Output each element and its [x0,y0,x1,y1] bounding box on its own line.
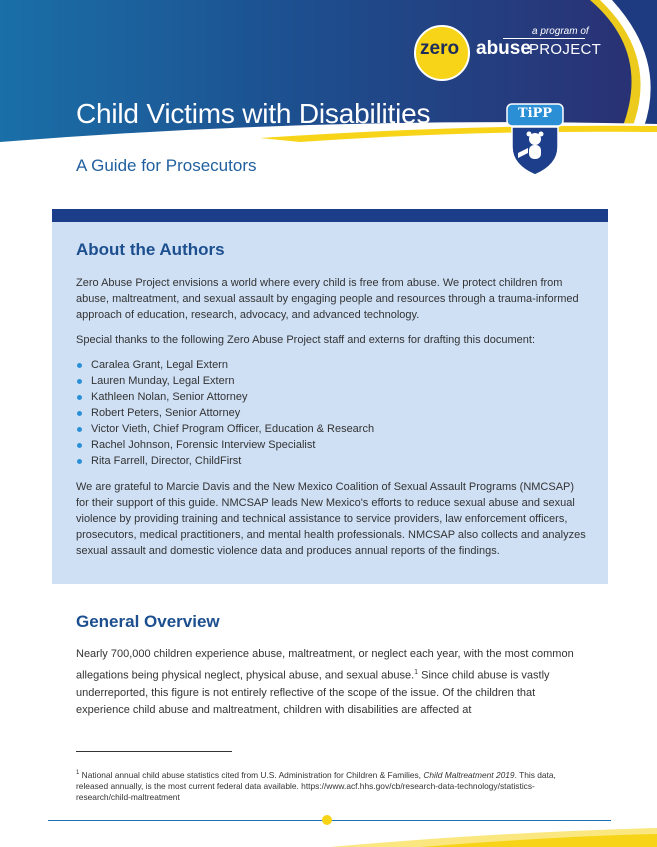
bullet-icon [77,459,82,464]
staff-name: Kathleen Nolan, Senior Attorney [91,391,248,403]
logo-project-text: PROJECT [529,41,602,58]
bottom-yellow-dot [322,815,332,825]
logo-zero-text: zero [420,38,460,59]
overview-text-after: Since child abuse is vastly underreported, this figure is not entirely reflective of the scope of the issue. Of the children that experience child abuse and maltreatment, children with disabilities are affected at [76,669,550,717]
list-item [76,357,374,373]
staff-name: Caralea Grant, Legal Extern [91,359,228,371]
list-item [76,437,374,453]
staff-list [76,357,374,469]
about-authors-heading: About the Authors [76,240,225,259]
staff-name: Victor Vieth, Chief Program Officer, Education & Research [91,423,375,435]
list-item [76,453,374,469]
overview-text-before: Nearly 700,000 children experience abuse, maltreatment, or neglect each year, with the most common allegations being physical neglect, physical abuse, and sexual abuse. [76,648,574,682]
about-paragraph-thanks: Special thanks to the following Zero Abuse Project staff and externs for drafting this document: [76,334,535,346]
bullet-icon [77,395,82,400]
list-item [76,389,374,405]
bottom-swoosh-decoration [0,826,657,847]
staff-name: Lauren Munday, Legal Extern [91,375,235,387]
logo-abuse-text: abuse [476,38,531,59]
footnote-text-after[interactable]: . This data, released annually, is the most current federal data available. https://www.acf.hhs.gov/cb/research-data-technology/statistics-research/child-maltreatment [76,769,556,802]
bullet-icon [77,443,82,448]
tipp-badge-label: TiPP [517,106,553,121]
staff-name: Rita Farrell, Director, ChildFirst [91,455,242,467]
footnote-reference[interactable]: 1 [414,668,419,676]
footnote-divider [76,751,232,752]
footnote [76,768,581,803]
footnote-publication-title: Child Maltreatment 2019 [423,769,515,780]
general-overview-heading: General Overview [76,612,220,631]
about-box-top-bar [52,209,608,222]
bullet-icon [77,411,82,416]
list-item [76,405,374,421]
staff-name: Rachel Johnson, Forensic Interview Specialist [91,439,316,451]
about-paragraph-nmcsap: We are grateful to Marcie Davis and the New Mexico Coalition of Sexual Assault Programs (NMCSAP) for their support of this guide. NMCSAP leads New Mexico's efforts to reduce sexual abuse and sexual violence by providing training and technical assistance to service providers, law enforcement officers, prosecutors, medical practitioners, and mental health professionals. NMCSAP also collects and analyzes sexual assault and domestic violence data and produces annual reports of the findings. [76,481,586,557]
list-item [76,421,374,437]
document-title: Child Victims with Disabilities [76,98,431,129]
footnote-text-before: National annual child abuse statistics cited from U.S. Administration for Children & Families, [79,769,424,780]
overview-paragraph [76,646,588,720]
bullet-icon [77,363,82,368]
bullet-icon [77,427,82,432]
footnote-number: 1 [76,770,80,776]
list-item [76,373,374,389]
program-of-label: a program of [532,26,589,37]
about-paragraph-mission: Zero Abuse Project envisions a world where every child is free from abuse. We protect children from abuse, maltreatment, and sexual assault by engaging people and resources through a trauma-informed approach of education, research, advocacy, and advanced technology. [76,277,579,321]
staff-name: Robert Peters, Senior Attorney [91,407,241,419]
document-subtitle: A Guide for Prosecutors [76,156,257,175]
bullet-icon [77,379,82,384]
